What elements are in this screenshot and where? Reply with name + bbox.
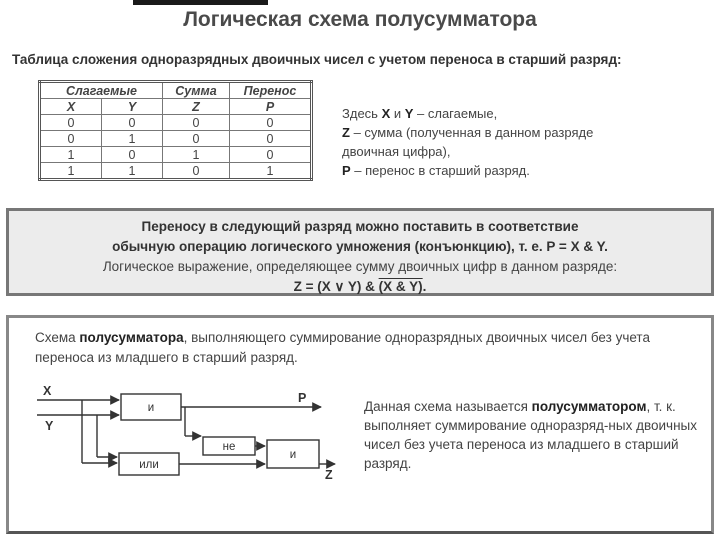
and-gate-2-label: и bbox=[289, 449, 297, 461]
table-cell: 0 bbox=[230, 115, 312, 131]
table-cell: 1 bbox=[230, 163, 312, 180]
formula-negated-term: (X & Y) bbox=[378, 279, 423, 294]
intro-text: , выполняющего суммирование одноразрядных двоичных чисел без учета переноса из младшего в старший разряд. bbox=[35, 330, 650, 365]
table-row bbox=[40, 147, 312, 163]
page-title: Логическая схема полусумматора bbox=[183, 8, 537, 31]
desc-line bbox=[342, 161, 593, 180]
desc-line bbox=[342, 123, 593, 142]
header-z: Z bbox=[163, 99, 230, 115]
table-cell: 0 bbox=[102, 147, 163, 163]
header-addends: Слагаемые bbox=[40, 82, 163, 99]
formula-expr: Z = (X ∨ Y) & bbox=[293, 279, 379, 294]
top-dark-bar bbox=[133, 0, 268, 5]
side-text: Данная схема называется bbox=[364, 399, 532, 414]
header-x: X bbox=[40, 99, 102, 115]
desc-var-x: X bbox=[381, 106, 391, 121]
formula-line-4 bbox=[9, 277, 711, 297]
table-cell: 0 bbox=[40, 115, 102, 131]
table-cell: 0 bbox=[163, 115, 230, 131]
table-cell: 1 bbox=[163, 147, 230, 163]
table-cell: 1 bbox=[40, 163, 102, 180]
header-sum: Сумма bbox=[163, 82, 230, 99]
and-gate-1-label: и bbox=[147, 402, 155, 414]
formula-line-2: обычную операцию логического умножения (конъюнкцию), т. е. P = X & Y. bbox=[112, 239, 608, 254]
output-z-label: Z bbox=[325, 468, 333, 482]
not-gate-label: не bbox=[222, 441, 236, 453]
table-cell: 0 bbox=[40, 131, 102, 147]
table-var-header-row bbox=[40, 99, 312, 115]
circuit-explanation bbox=[364, 397, 704, 473]
circuit-box bbox=[6, 315, 714, 534]
table-cell: 0 bbox=[230, 147, 312, 163]
table-cell: 0 bbox=[163, 131, 230, 147]
input-y-label: Y bbox=[45, 419, 54, 433]
intro-term: полусумматора bbox=[79, 330, 184, 345]
table-cell: 1 bbox=[102, 131, 163, 147]
input-x-label: X bbox=[43, 384, 52, 398]
formula-box bbox=[6, 208, 714, 296]
desc-line bbox=[342, 104, 593, 123]
table-cell: 1 bbox=[102, 163, 163, 180]
desc-text: – слагаемые, bbox=[413, 106, 498, 121]
table-row bbox=[40, 131, 312, 147]
side-text: , т. к. выполняет суммирование одноразряд-ных двоичных чисел без учета переноса из младшего в старший разряд. bbox=[364, 399, 697, 471]
desc-var-z: Z bbox=[342, 125, 350, 140]
formula-expr-end: . bbox=[422, 279, 427, 294]
table-row bbox=[40, 115, 312, 131]
table-row bbox=[40, 163, 312, 180]
truth-table bbox=[38, 80, 313, 181]
header-y: Y bbox=[102, 99, 163, 115]
table-cell: 1 bbox=[40, 147, 102, 163]
table-cell: 0 bbox=[102, 115, 163, 131]
desc-line: двоичная цифра), bbox=[342, 144, 451, 159]
desc-var-p: P bbox=[342, 163, 351, 178]
header-p: P bbox=[230, 99, 312, 115]
table-cell: 0 bbox=[230, 131, 312, 147]
output-p-label: P bbox=[298, 391, 307, 405]
formula-line-1: Переносу в следующий разряд можно поставить в соответствие bbox=[141, 219, 579, 234]
desc-text: Здесь bbox=[342, 106, 382, 121]
header-carry: Перенос bbox=[230, 82, 312, 99]
side-term: полусумматором bbox=[531, 399, 647, 414]
desc-var-y: Y bbox=[404, 106, 414, 121]
desc-text: – перенос в старший разряд. bbox=[350, 163, 530, 178]
table-cell: 0 bbox=[163, 163, 230, 180]
variable-description bbox=[342, 104, 593, 180]
or-gate-label: или bbox=[139, 459, 159, 471]
formula-line-3: Логическое выражение, определяющее сумму двоичных цифр в данном разряде: bbox=[102, 259, 618, 274]
table-group-header-row bbox=[40, 82, 312, 99]
desc-text: – сумма (полученная в данном разряде bbox=[349, 125, 594, 140]
table-caption: Таблица сложения одноразрядных двоичных чисел с учетом переноса в старший разряд: bbox=[12, 52, 622, 67]
intro-text: Схема bbox=[35, 330, 80, 345]
desc-text: и bbox=[390, 106, 405, 121]
